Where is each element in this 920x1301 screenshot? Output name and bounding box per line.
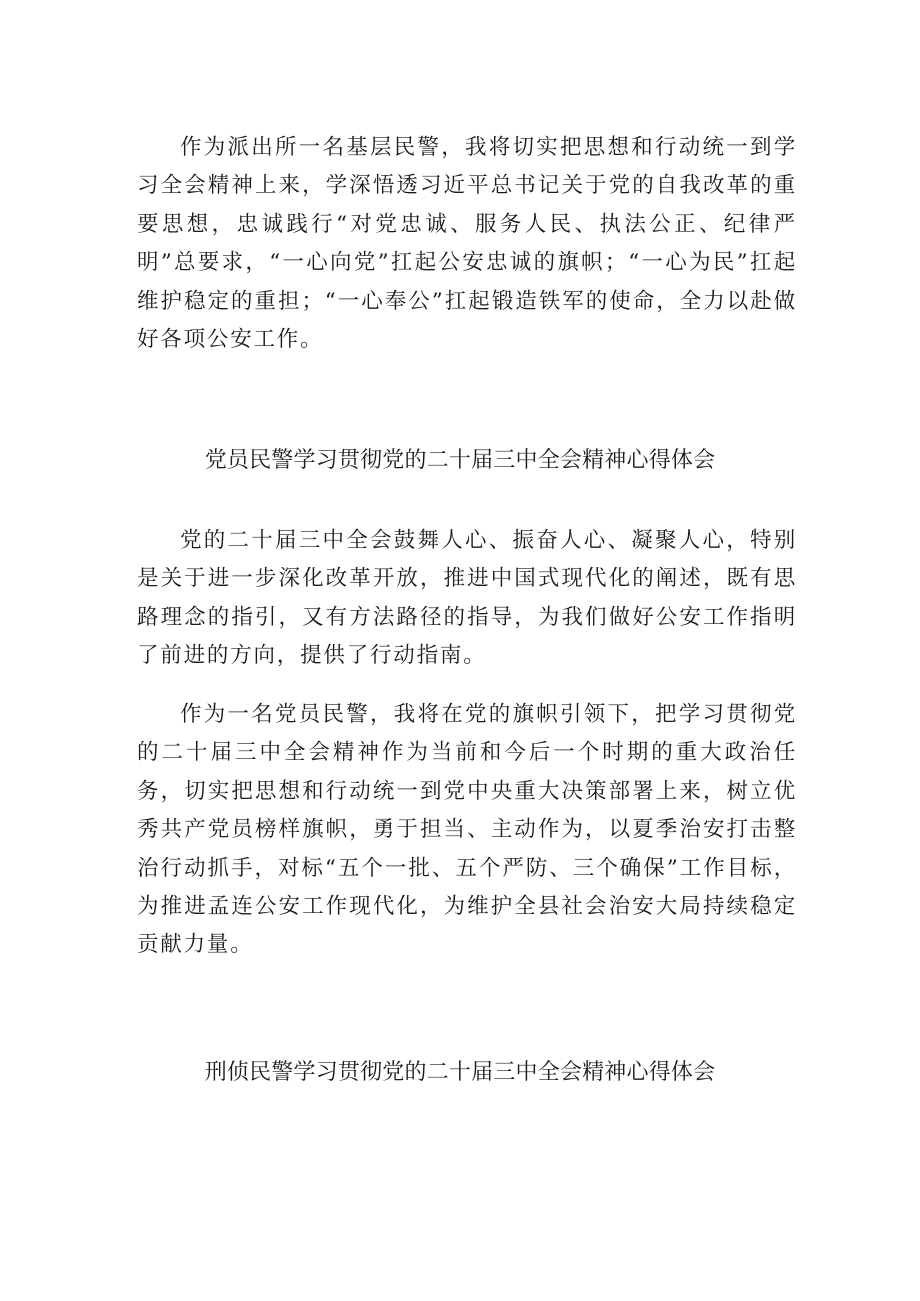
section-title: 刑侦民警学习贯彻党的二十届三中全会精神心得体会 xyxy=(204,1060,716,1085)
body-paragraph: 作为派出所一名基层民警，我将切实把思想和行动统一到学习全会精神上来，学深悟透习近平总书记关于党的自我改革的重要思想，忠诚践行“对党忠诚、服务人民、执法公正、纪律严明”总要求，“一心向党”扛起公安忠诚的旗帜；“一心为民”扛起维护稳定的重担；“一心奉公”扛起锻造铁军的使命，全力以赴做好各项公安工作。 xyxy=(137,135,797,353)
body-paragraph: 作为一名党员民警，我将在党的旗帜引领下，把学习贯彻党的二十届三中全会精神作为当前和今后一个时期的重大政治任务，切实把思想和行动统一到党中央重大决策部署上来，树立优秀共产党员榜样旗帜，勇于担当、主动作为，以夏季治安打击整治行动抓手，对标“五个一批、五个严防、三个确保”工作目标，为推进孟连公安工作现代化，为维护全县社会治安大局持续稳定贡献力量。 xyxy=(137,702,797,958)
section-title: 党员民警学习贯彻党的二十届三中全会精神心得体会 xyxy=(204,448,716,473)
body-paragraph: 党的二十届三中全会鼓舞人心、振奋人心、凝聚人心，特别是关于进一步深化改革开放，推进中国式现代化的阐述，既有思路理念的指引，又有方法路径的指导，为我们做好公安工作指明了前进的方向，提供了行动指南。 xyxy=(137,528,797,669)
